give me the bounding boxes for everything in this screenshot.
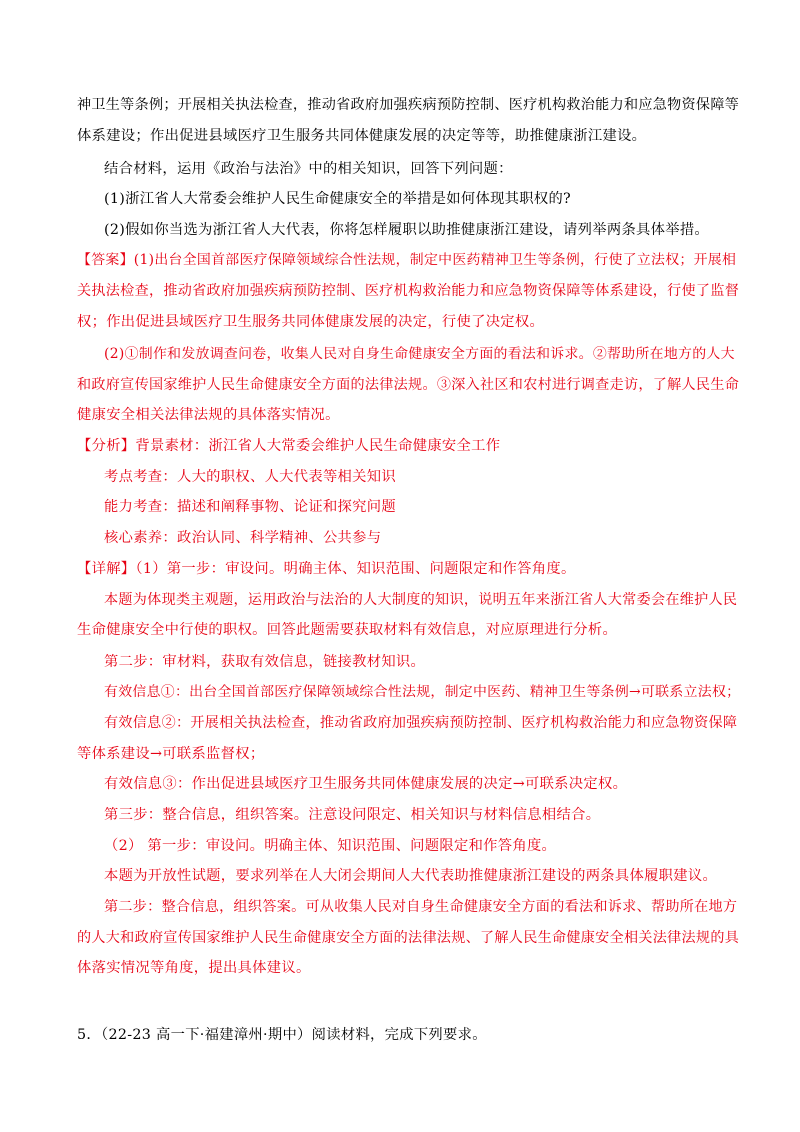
explanation-line: 第二步：整合信息，组织答案。可从收集人民对自身生命健康安全方面的看法和诉求、帮助所在地方 [104, 899, 738, 915]
explanation-line: 【详解】（1）第一步：审设问。明确主体、知识范围、问题限定和作答角度。 [77, 561, 576, 577]
explanation-line: 生命健康安全中行使的职权。回答此题需要获取材料有效信息，对应原理进行分析。 [77, 622, 618, 638]
analysis-line: 能力考查：描述和阐释事物、论证和探究问题 [104, 499, 396, 515]
explanation-line: （2） 第一步：审设问。明确主体、知识范围、问题限定和作答角度。 [104, 838, 557, 854]
explanation-line: 有效信息③：作出促进县域医疗卫生服务共同体健康发展的决定→可联系决定权。 [104, 776, 628, 792]
answer-line: 健康安全相关法律法规的具体落实情况。 [77, 407, 340, 423]
analysis-line: 核心素养：政治认同、科学精神、公共参与 [104, 530, 382, 546]
analysis-line: 【分析】背景素材：浙江省人大常委会维护人民生命健康安全工作 [77, 438, 501, 454]
analysis-line: 考点考查：人大的职权、人大代表等相关知识 [104, 469, 396, 485]
answer-line: 关执法检查，推动省政府加强疾病预防控制、医疗机构救治能力和应急物资保障等体系建设，行使了监督 [77, 283, 740, 299]
answer-line: 【答案】(1)出台全国首部医疗保障领域综合性法规，制定中医药精神卫生等条例，行使了立法权；开展相 [77, 252, 737, 268]
material-line: 体系建设；作出促进县域医疗卫生服务共同体健康发展的决定等等，助推健康浙江建设。 [77, 128, 647, 144]
explanation-line: 有效信息①：出台全国首部医疗保障领域综合性法规，制定中医药、精神卫生等条例→可联系立法权； [104, 684, 741, 700]
explanation-line: 本题为体现类主观题，运用政治与法治的人大制度的知识，说明五年来浙江省人大常委会在维护人民 [104, 592, 738, 608]
explanation-line: 本题为开放性试题，要求列举在人大闭会期间人大代表助推健康浙江建设的两条具体履职建议。 [104, 868, 718, 884]
question-instruction: 结合材料，运用《政治与法治》中的相关知识，回答下列问题： [104, 161, 513, 177]
material-line: 神卫生等条例；开展相关执法检查，推动省政府加强疾病预防控制、医疗机构救治能力和应急物资保障等 [77, 97, 740, 113]
question-2: (2)假如你当选为浙江省人大代表，你将怎样履职以助推健康浙江建设，请列举两条具体举措。 [104, 222, 710, 238]
explanation-line: 等体系建设→可联系监督权； [77, 746, 265, 762]
explanation-line: 体落实情况等角度，提出具体建议。 [77, 960, 311, 976]
answer-line: 权；作出促进县域医疗卫生服务共同体健康发展的决定，行使了决定权。 [77, 314, 545, 330]
explanation-line: 有效信息②：开展相关执法检查，推动省政府加强疾病预防控制、医疗机构救治能力和应急物资保障 [104, 715, 738, 731]
explanation-line: 第三步：整合信息，组织答案。注意设问限定、相关知识与材料信息相结合。 [104, 807, 601, 823]
answer-line: (2)①制作和发放调查问卷，收集人民对自身生命健康安全方面的看法和诉求。②帮助所在地方的人大 [104, 346, 735, 362]
explanation-line: 的人大和政府宣传国家维护人民生命健康安全方面的法律法规、了解人民生命健康安全相关法律法规的具 [77, 930, 740, 946]
explanation-line: 第二步：审材料，获取有效信息，链接教材知识。 [104, 654, 426, 670]
question-5-heading: 5．（22-23 高一下·福建漳州·期中）阅读材料，完成下列要求。 [77, 1027, 487, 1043]
answer-line: 和政府宣传国家维护人民生命健康安全方面的法律法规。③深入社区和农村进行调查走访，了解人民生命 [77, 377, 740, 393]
question-1: (1)浙江省人大常委会维护人民生命健康安全的举措是如何体现其职权的? [104, 191, 572, 207]
